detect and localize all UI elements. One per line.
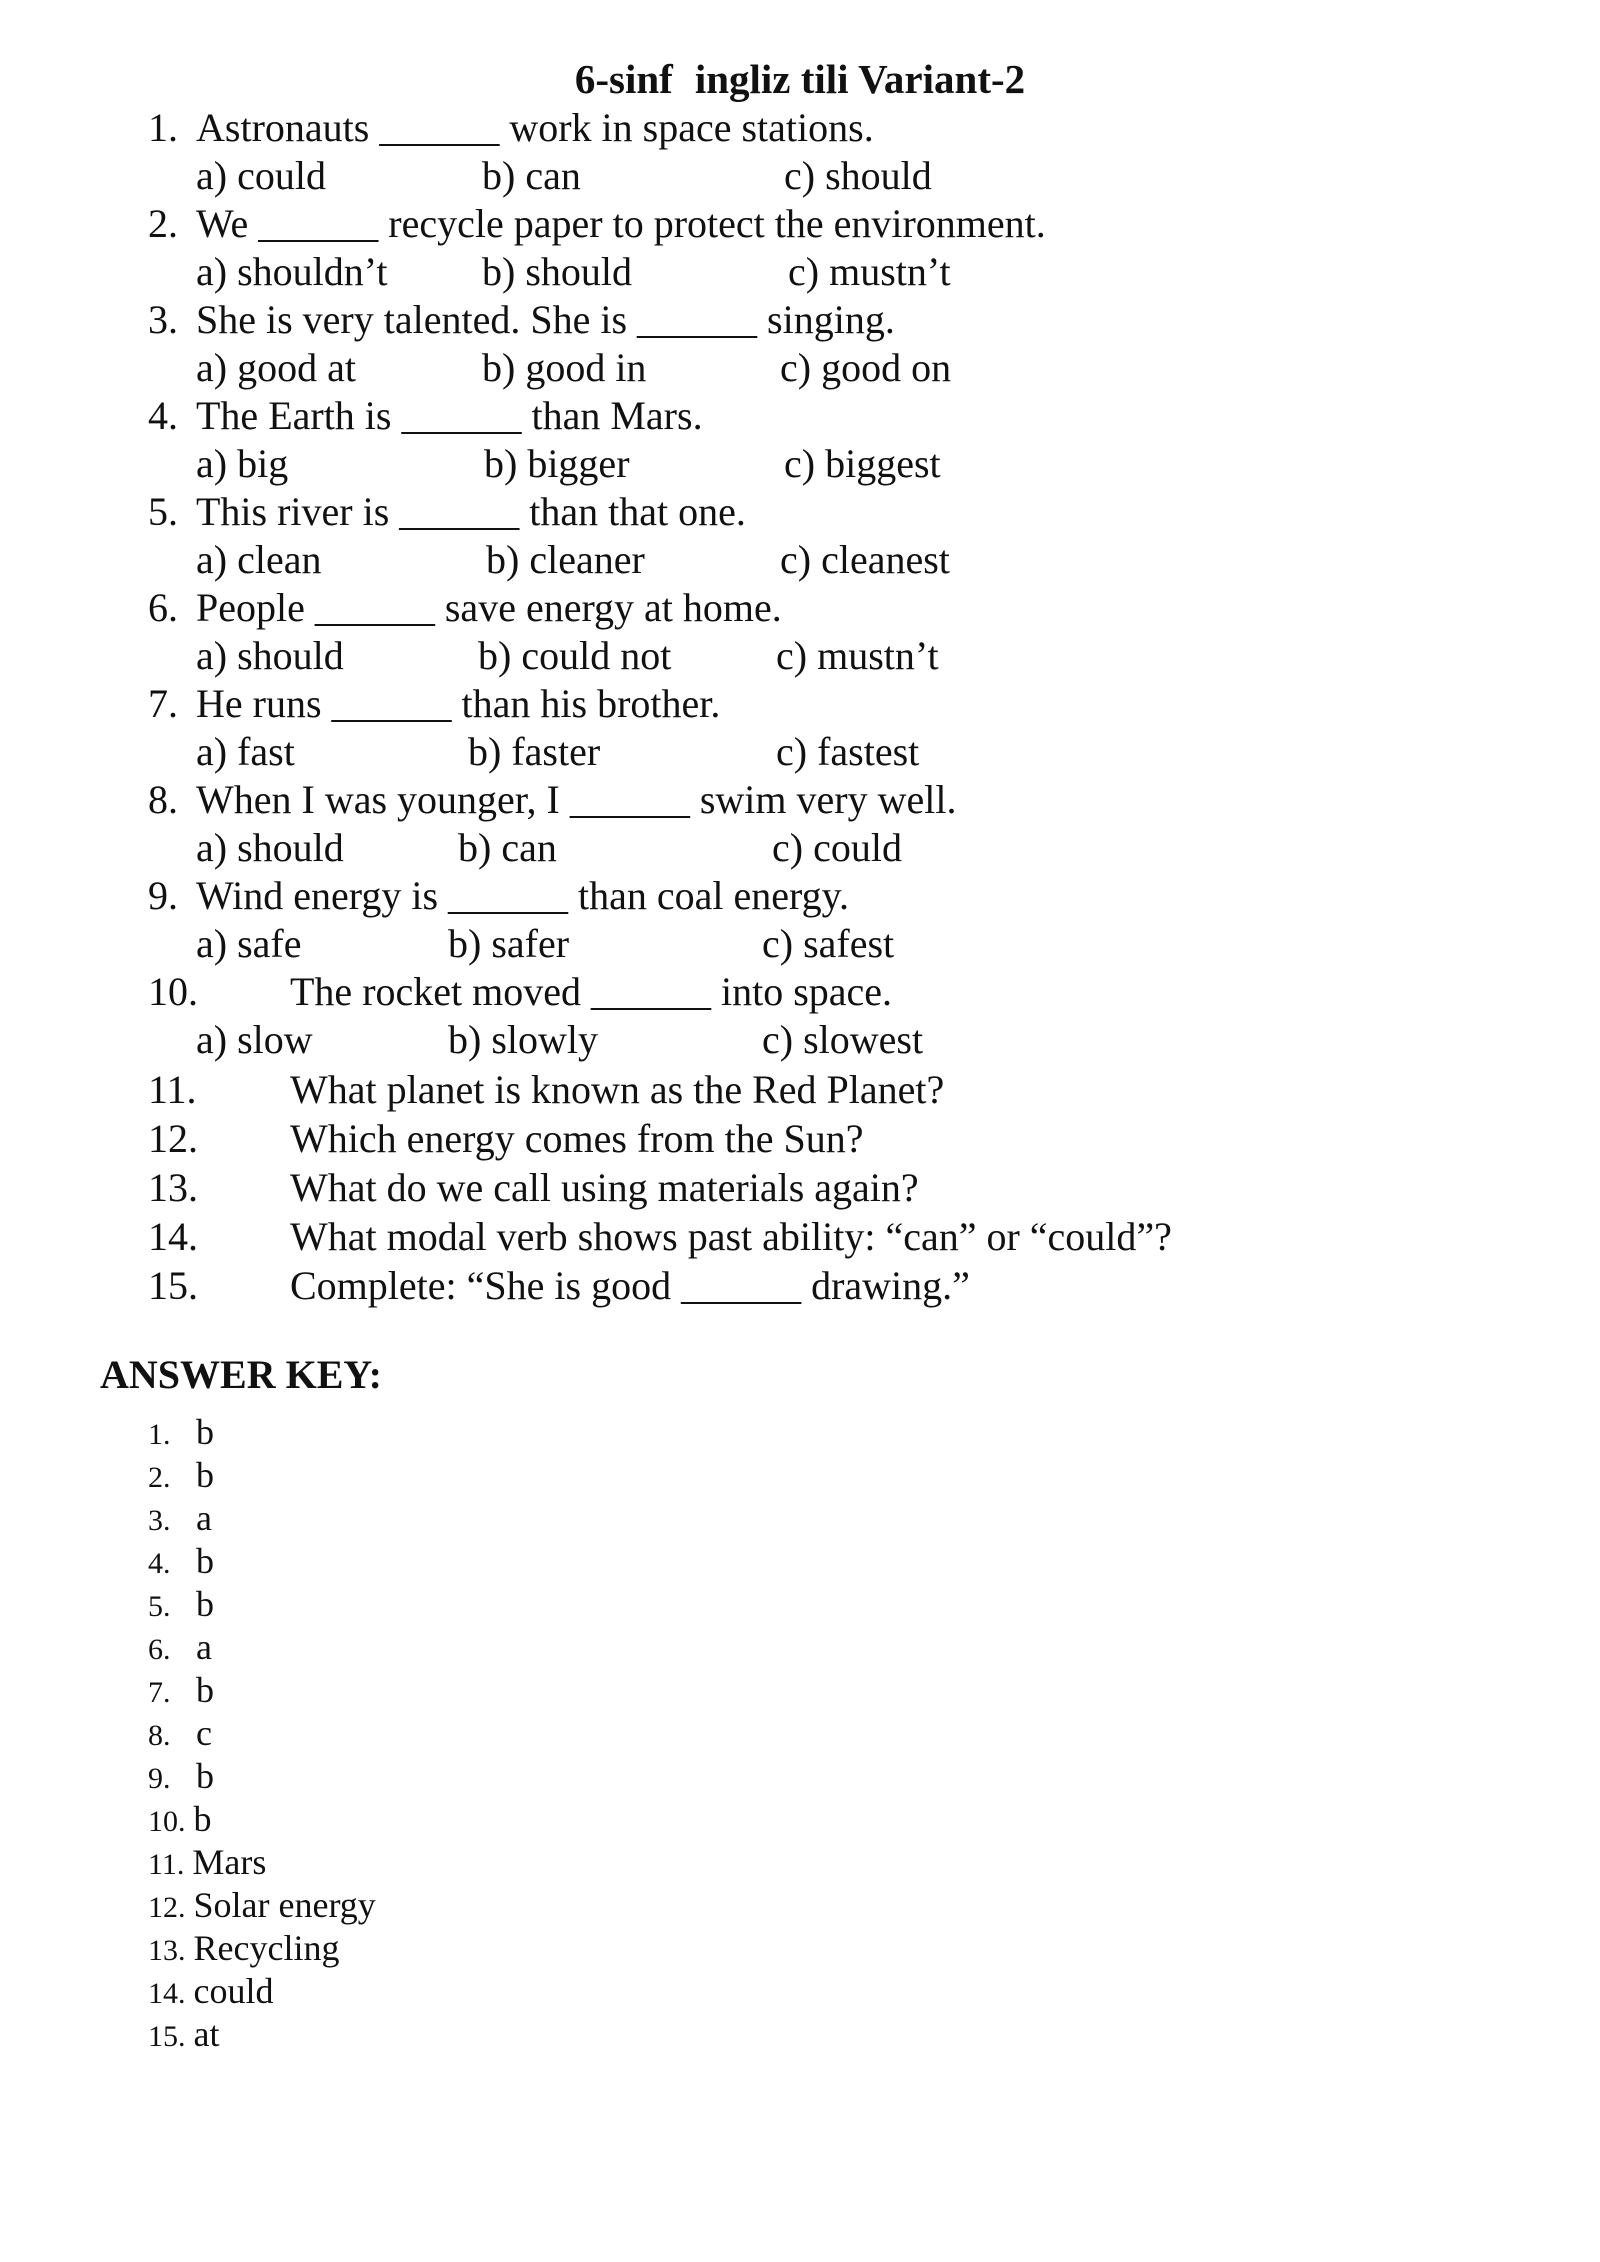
answer-number: 9.: [148, 1762, 171, 1795]
option-c: c) cleanest: [780, 537, 950, 582]
option-c: c) fastest: [776, 729, 920, 774]
options-5: [196, 536, 1396, 584]
question-number: 6.: [148, 585, 178, 630]
option-b: b) good in: [482, 345, 647, 390]
answer-value: at: [193, 2014, 220, 2054]
options-1: [196, 152, 1396, 200]
answer-number: 13.: [148, 1934, 186, 1967]
option-a: a) safe: [196, 921, 302, 966]
options-9: [196, 920, 1396, 968]
question-number: 13.: [148, 1165, 198, 1210]
option-b: b) should: [482, 249, 632, 294]
option-b: b) cleaner: [486, 537, 645, 582]
answer-9: [148, 1754, 214, 1801]
page-title: [0, 52, 1600, 106]
question-13: [148, 1164, 1528, 1212]
answer-number: 11.: [148, 1848, 185, 1881]
options-6: [196, 632, 1396, 680]
question-number: 7.: [148, 681, 178, 726]
question-text: Complete: “She is good ______ drawing.”: [290, 1263, 970, 1308]
option-c: c) mustn’t: [776, 633, 939, 678]
question-8: [148, 776, 1528, 824]
answer-value: a: [196, 1627, 212, 1667]
question-2: [148, 200, 1528, 248]
options-10: [196, 1016, 1396, 1064]
answer-value: b: [196, 1541, 214, 1581]
question-3: [148, 296, 1528, 344]
answer-number: 5.: [148, 1590, 171, 1623]
question-text: Which energy comes from the Sun?: [290, 1116, 864, 1161]
question-number: 12.: [148, 1116, 198, 1161]
answer-value: b: [196, 1670, 214, 1710]
question-number: 11.: [148, 1067, 197, 1112]
question-text: This river is ______ than that one.: [196, 489, 746, 534]
option-b: b) bigger: [484, 441, 630, 486]
answer-number: 8.: [148, 1719, 171, 1752]
option-a: a) should: [196, 825, 344, 870]
question-text: He runs ______ than his brother.: [196, 681, 721, 726]
answer-8: [148, 1711, 212, 1758]
question-number: 3.: [148, 297, 178, 342]
answer-number: 3.: [148, 1504, 171, 1537]
question-number: 8.: [148, 777, 178, 822]
answer-value: Mars: [192, 1842, 267, 1882]
question-text: Wind energy is ______ than coal energy.: [196, 873, 850, 918]
option-a: a) should: [196, 633, 344, 678]
option-c: c) mustn’t: [788, 249, 951, 294]
question-15: [148, 1262, 1528, 1310]
answer-value: b: [196, 1584, 214, 1624]
option-a: a) big: [196, 441, 289, 486]
options-4: [196, 440, 1396, 488]
answer-3: [148, 1496, 212, 1543]
answer-number: 1.: [148, 1418, 171, 1451]
answer-14: [148, 1969, 273, 2016]
option-c: c) biggest: [784, 441, 941, 486]
answer-value: c: [196, 1713, 212, 1753]
question-text: What planet is known as the Red Planet?: [290, 1067, 945, 1112]
question-text: What do we call using materials again?: [290, 1165, 919, 1210]
question-14: [148, 1213, 1528, 1261]
answer-6: [148, 1625, 212, 1672]
option-b: b) safer: [448, 921, 570, 966]
option-c: c) should: [784, 153, 932, 198]
answer-value: b: [193, 1799, 212, 1839]
question-5: [148, 488, 1528, 536]
answer-number: 2.: [148, 1461, 171, 1494]
answer-1: [148, 1410, 214, 1457]
question-number: 14.: [148, 1214, 198, 1259]
title-subject: ingliz tili Variant-2: [694, 56, 1026, 102]
question-number: 1.: [148, 105, 178, 150]
answer-number: 14.: [148, 1977, 186, 2010]
question-text: The Earth is ______ than Mars.: [196, 393, 703, 438]
question-text: When I was younger, I ______ swim very well.: [196, 777, 957, 822]
question-11: [148, 1066, 1528, 1114]
option-a: a) clean: [196, 537, 322, 582]
options-3: [196, 344, 1396, 392]
option-a: a) shouldn’t: [196, 249, 388, 294]
option-c: c) slowest: [762, 1017, 924, 1062]
option-b: b) could not: [478, 633, 672, 678]
answer-number: 4.: [148, 1547, 171, 1580]
answer-10: [148, 1797, 212, 1844]
option-b: b) can: [458, 825, 557, 870]
answer-value: a: [196, 1498, 212, 1538]
option-b: b) can: [482, 153, 581, 198]
question-text: What modal verb shows past ability: “can” or “could”?: [290, 1214, 1172, 1259]
question-text: Astronauts ______ work in space stations.: [196, 105, 874, 150]
options-2: [196, 248, 1396, 296]
question-1: [148, 104, 1528, 152]
question-text: The rocket moved ______ into space.: [290, 969, 893, 1014]
answer-11: [148, 1840, 266, 1887]
answer-number: 7.: [148, 1676, 171, 1709]
question-text: She is very talented. She is ______ singing.: [196, 297, 895, 342]
answer-12: [148, 1883, 376, 1930]
answer-4: [148, 1539, 214, 1586]
answer-value: b: [196, 1756, 214, 1796]
question-12: [148, 1115, 1528, 1163]
question-number: 4.: [148, 393, 178, 438]
answer-value: Recycling: [193, 1928, 340, 1968]
option-b: b) slowly: [448, 1017, 598, 1062]
question-4: [148, 392, 1528, 440]
answer-number: 15.: [148, 2020, 186, 2053]
option-a: a) good at: [196, 345, 356, 390]
answer-value: Solar energy: [193, 1885, 376, 1925]
question-number: 5.: [148, 489, 178, 534]
title-grade: 6-sinf: [574, 56, 673, 102]
answer-5: [148, 1582, 214, 1629]
question-text: We ______ recycle paper to protect the environment.: [196, 201, 1046, 246]
answer-value: b: [196, 1455, 214, 1495]
answer-13: [148, 1926, 339, 1973]
question-6: [148, 584, 1528, 632]
option-c: c) could: [772, 825, 902, 870]
answer-number: 12.: [148, 1891, 186, 1924]
options-7: [196, 728, 1396, 776]
options-8: [196, 824, 1396, 872]
question-number: 15.: [148, 1263, 198, 1308]
question-number: 9.: [148, 873, 178, 918]
question-text: People ______ save energy at home.: [196, 585, 782, 630]
question-9: [148, 872, 1528, 920]
question-number: 10.: [148, 969, 198, 1014]
option-c: c) safest: [762, 921, 895, 966]
question-10: [148, 968, 1528, 1016]
answer-number: 6.: [148, 1633, 171, 1666]
answer-value: b: [196, 1412, 214, 1452]
answer-number: 10.: [148, 1805, 186, 1838]
option-c: c) good on: [780, 345, 952, 390]
option-a: a) could: [196, 153, 326, 198]
question-7: [148, 680, 1528, 728]
answer-2: [148, 1453, 214, 1500]
answer-value: could: [193, 1971, 274, 2011]
option-a: a) fast: [196, 729, 295, 774]
answer-15: [148, 2012, 219, 2059]
answer-key-title: ANSWER KEY:: [100, 1352, 382, 1397]
answer-7: [148, 1668, 214, 1715]
option-a: a) slow: [196, 1017, 313, 1062]
option-b: b) faster: [468, 729, 601, 774]
question-number: 2.: [148, 201, 178, 246]
